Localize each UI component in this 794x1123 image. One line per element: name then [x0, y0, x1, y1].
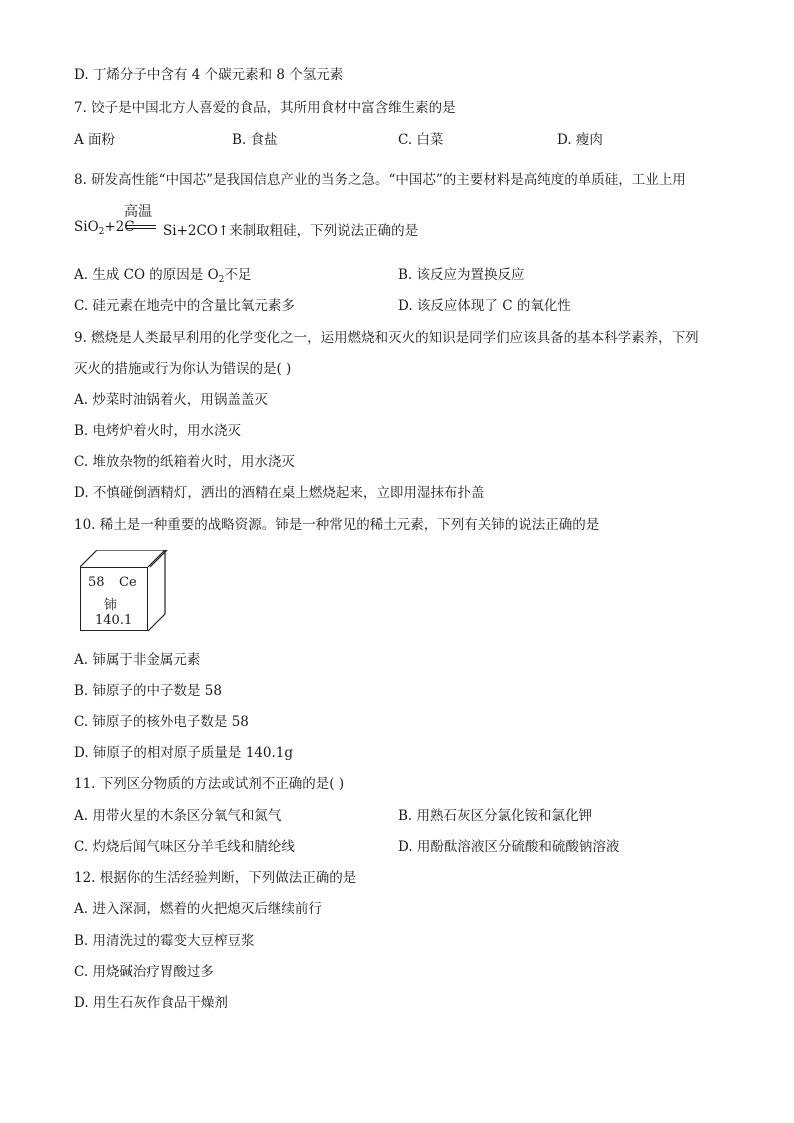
q7-stem: 7. 饺子是中国北方人喜爱的食品，其所用食材中富含维生素的是	[74, 100, 456, 116]
q9-option-d: D. 不慎碰倒酒精灯，洒出的酒精在桌上燃烧起来，立即用湿抹布扑盖	[74, 485, 485, 501]
q12-option-c: C. 用烧碱治疗胃酸过多	[74, 964, 214, 980]
q7-option-c: C. 白菜	[398, 132, 444, 148]
q11-option-b: B. 用熟石灰区分氯化铵和氯化钾	[398, 808, 593, 824]
q8-equal-sign-bottom	[126, 228, 156, 229]
q11-option-a: A. 用带火星的木条区分氧气和氮气	[74, 808, 282, 824]
q7-option-a: A 面粉	[74, 132, 116, 148]
q9-option-b: B. 电烤炉着火时，用水浇灭	[74, 423, 242, 439]
q8-option-c: C. 硅元素在地壳中的含量比氧元素多	[74, 298, 295, 314]
q7-option-d: D. 瘦肉	[557, 132, 603, 148]
q10-option-b: B. 铈原子的中子数是 58	[74, 683, 222, 699]
element-card-side-edge	[147, 550, 167, 633]
q9-option-c: C. 堆放杂物的纸箱着火时，用水浇灭	[74, 454, 295, 470]
q12-option-b: B. 用清洗过的霉变大豆榨豆浆	[74, 933, 255, 949]
q11-stem: 11. 下列区分物质的方法或试剂不正确的是( )	[74, 776, 345, 792]
q10-option-d: D. 铈原子的相对原子质量是 140.1g	[74, 745, 294, 761]
element-name: 铈	[104, 598, 118, 613]
q8-equal-sign-top	[126, 225, 156, 226]
q7-option-b: B. 食盐	[232, 132, 278, 148]
q9-option-a: A. 炒菜时油锅着火，用锅盖盖灭	[74, 392, 268, 408]
q8-option-b: B. 该反应为置换反应	[398, 267, 525, 283]
element-atomic-number: 58	[88, 575, 105, 590]
q9-stem-line1: 9. 燃烧是人类最早利用的化学变化之一，运用燃烧和灭火的知识是同学们应该具备的基本科学素养，下列	[74, 330, 699, 346]
q12-option-d: D. 用生石灰作食品干燥剂	[74, 995, 228, 1011]
q11-option-c: C. 灼烧后闻气味区分羊毛线和腈纶线	[74, 839, 295, 855]
q6-option-d: D. 丁烯分子中含有 4 个碳元素和 8 个氢元素	[74, 67, 344, 83]
q10-stem: 10. 稀土是一种重要的战略资源。铈是一种常见的稀土元素，下列有关铈的说法正确的是	[74, 517, 600, 533]
element-symbol: Ce	[119, 575, 137, 590]
q10-option-a: A. 铈属于非金属元素	[74, 652, 201, 668]
q8-condition: 高温	[124, 204, 152, 220]
q8-stem: 8. 研发高性能“中国芯”是我国信息产业的当务之急。“中国芯”的主要材料是高纯度的单质硅，工业上用	[74, 172, 686, 188]
q8-option-d: D. 该反应体现了 C 的氧化性	[398, 298, 571, 314]
q12-option-a: A. 进入深洞，燃着的火把熄灭后继续前行	[74, 901, 322, 917]
q12-stem: 12. 根据你的生活经验判断，下列做法正确的是	[74, 870, 357, 886]
q8-equation-left: SiO$_2$+2C	[74, 219, 135, 237]
q10-option-c: C. 铈原子的核外电子数是 58	[74, 714, 249, 730]
q8-equation-right: Si+2CO↑来制取粗硅，下列说法正确的是	[163, 223, 419, 239]
q11-option-d: D. 用酚酞溶液区分硫酸和硫酸钠溶液	[398, 839, 620, 855]
element-atomic-mass: 140.1	[95, 613, 133, 628]
q9-stem-line2: 灭火的措施或行为你认为错误的是( )	[74, 361, 292, 377]
q8-option-a: A. 生成 CO 的原因是 $O_2$不足	[74, 267, 252, 285]
